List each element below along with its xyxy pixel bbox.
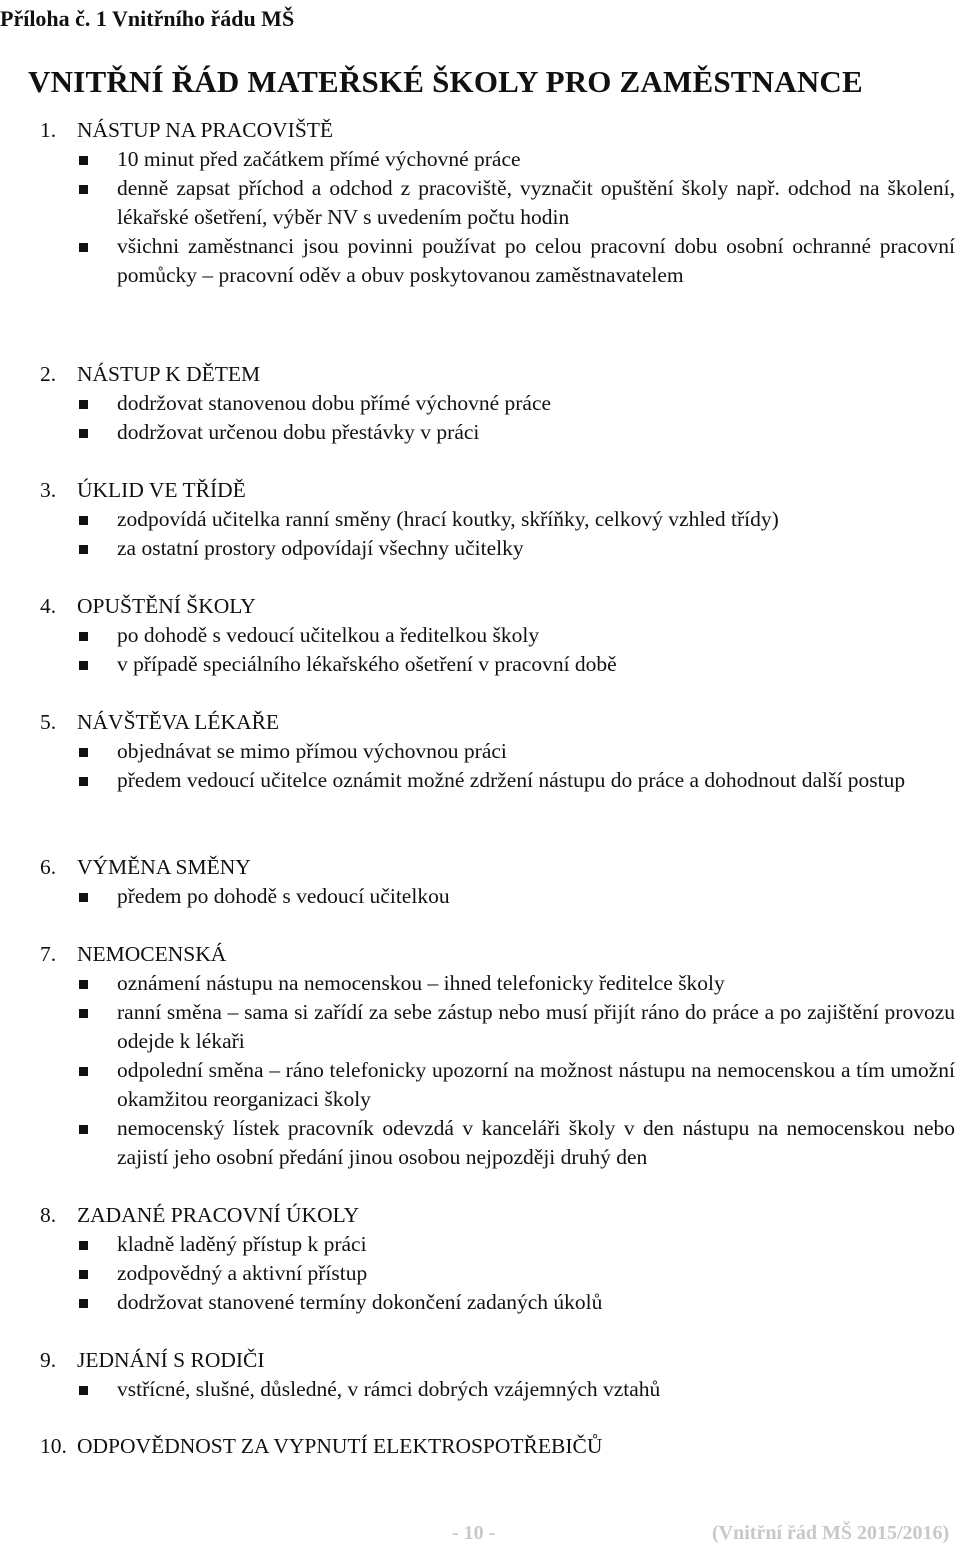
- section-heading: [40, 1346, 265, 1375]
- section-number: 5.: [40, 710, 57, 734]
- section-number: 4.: [40, 594, 57, 618]
- square-bullet-icon: [79, 429, 88, 438]
- square-bullet-icon: [79, 748, 88, 757]
- section-title: VÝMĚNA SMĚNY: [77, 855, 251, 879]
- section-number: 3.: [40, 478, 57, 502]
- square-bullet-icon: [79, 1241, 88, 1250]
- section-title: NÁVŠTĚVA LÉKAŘE: [77, 710, 280, 734]
- list-item-text: předem po dohodě s vedoucí učitelkou: [117, 884, 450, 908]
- section-heading: [40, 476, 246, 505]
- section-heading: [40, 1201, 359, 1230]
- square-bullet-icon: [79, 516, 88, 525]
- square-bullet-icon: [79, 243, 88, 252]
- section-number: 10.: [40, 1434, 67, 1458]
- square-bullet-icon: [79, 1299, 88, 1308]
- square-bullet-icon: [79, 661, 88, 670]
- list-item-text: 10 minut před začátkem přímé výchovné práce: [117, 147, 521, 171]
- section-heading: [40, 592, 256, 621]
- section-title: ÚKLID VE TŘÍDĚ: [77, 478, 246, 502]
- list-item-text: denně zapsat příchod a odchod z pracoviště, vyznačit opuštění školy např. odchod na školení, lékařské ošetření, výběr NV s uvedením počtu hodin: [117, 176, 955, 229]
- square-bullet-icon: [79, 545, 88, 554]
- list-item-text: oznámení nástupu na nemocenskou – ihned telefonicky ředitelce školy: [117, 971, 725, 995]
- section-heading: [40, 1432, 602, 1461]
- section-number: 8.: [40, 1203, 57, 1227]
- list-item-text: předem vedoucí učitelce oznámit možné zdržení nástupu do práce a dohodnout další postup: [117, 768, 906, 792]
- square-bullet-icon: [79, 156, 88, 165]
- list-item-text: dodržovat určenou dobu přestávky v práci: [117, 420, 480, 444]
- section-heading: [40, 708, 279, 737]
- section-title: ODPOVĚDNOST ZA VYPNUTÍ ELEKTROSPOTŘEBIČŮ: [77, 1434, 603, 1458]
- list-item-text: po dohodě s vedoucí učitelkou a ředitelkou školy: [117, 623, 540, 647]
- section-number: 7.: [40, 942, 57, 966]
- square-bullet-icon: [79, 1125, 88, 1134]
- list-item-text: dodržovat stanovené termíny dokončení zadaných úkolů: [117, 1290, 603, 1314]
- square-bullet-icon: [79, 1067, 88, 1076]
- footer-document-label: (Vnitřní řád MŠ 2015/2016): [712, 1522, 950, 1544]
- list-item-text: zodpovídá učitelka ranní směny (hrací koutky, skříňky, celkový vzhled třídy): [117, 507, 779, 531]
- square-bullet-icon: [79, 1270, 88, 1279]
- section-heading: [40, 116, 333, 145]
- square-bullet-icon: [79, 893, 88, 902]
- list-item-text: kladně laděný přístup k práci: [117, 1232, 367, 1256]
- section-heading: [40, 940, 226, 969]
- square-bullet-icon: [79, 185, 88, 194]
- list-item-text: všichni zaměstnanci jsou povinni používat po celou pracovní dobu osobní ochranné pracovní pomůcky – pracovní oděv a obuv poskytovanou zaměstnavatelem: [117, 234, 955, 287]
- section-title: NÁSTUP K DĚTEM: [77, 362, 261, 386]
- list-item-text: zodpovědný a aktivní přístup: [117, 1261, 368, 1285]
- section-title: NÁSTUP NA PRACOVIŠTĚ: [77, 118, 334, 142]
- section-heading: [40, 853, 251, 882]
- list-item-text: objednávat se mimo přímou výchovnou práci: [117, 739, 507, 763]
- section-heading: [40, 360, 260, 389]
- section-title: NEMOCENSKÁ: [77, 942, 227, 966]
- list-item-text: v případě speciálního lékařského ošetření v pracovní době: [117, 652, 617, 676]
- document-title: VNITŘNÍ ŘÁD MATEŘSKÉ ŠKOLY PRO ZAMĚSTNANCE: [28, 64, 863, 99]
- list-item-text: za ostatní prostory odpovídají všechny učitelky: [117, 536, 524, 560]
- list-item-text: odpolední směna – ráno telefonicky upozorní na možnost nástupu na nemocenskou a tím umožní okamžitou reorganizaci školy: [117, 1058, 955, 1111]
- section-title: JEDNÁNÍ S RODIČI: [77, 1348, 265, 1372]
- list-item-text: vstřícné, slušné, důsledné, v rámci dobrých vzájemných vztahů: [117, 1377, 661, 1401]
- annex-label: Příloha č. 1 Vnitřního řádu MŠ: [0, 6, 295, 31]
- list-item-text: ranní směna – sama si zařídí za sebe zástup nebo musí přijít ráno do práce a po zajištění provozu odejde k lékaři: [117, 1000, 955, 1053]
- list-item-text: dodržovat stanovenou dobu přímé výchovné práce: [117, 391, 552, 415]
- square-bullet-icon: [79, 1386, 88, 1395]
- section-title: ZADANÉ PRACOVNÍ ÚKOLY: [77, 1203, 360, 1227]
- page-number: - 10 -: [452, 1522, 496, 1544]
- section-number: 1.: [40, 118, 57, 142]
- square-bullet-icon: [79, 632, 88, 641]
- list-item-text: nemocenský lístek pracovník odevzdá v kanceláři školy v den nástupu na nemocenskou nebo zajistí jeho osobní předání jinou osobou nejpozději druhý den: [117, 1116, 955, 1169]
- section-number: 9.: [40, 1348, 57, 1372]
- square-bullet-icon: [79, 400, 88, 409]
- section-number: 2.: [40, 362, 57, 386]
- section-title: OPUŠTĚNÍ ŠKOLY: [77, 594, 256, 618]
- square-bullet-icon: [79, 980, 88, 989]
- square-bullet-icon: [79, 777, 88, 786]
- section-number: 6.: [40, 855, 57, 879]
- square-bullet-icon: [79, 1009, 88, 1018]
